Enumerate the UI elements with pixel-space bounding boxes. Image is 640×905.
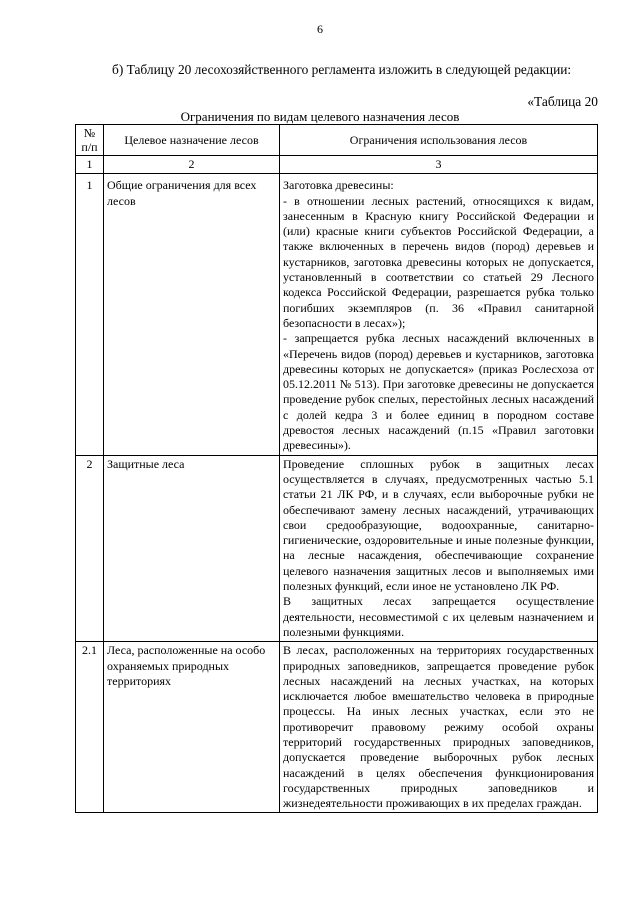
- row-purpose: Защитные леса: [104, 455, 280, 642]
- col-number-3: 3: [280, 156, 598, 174]
- restriction-paragraph: Заготовка древесины:: [283, 178, 394, 193]
- row-restrictions: [280, 174, 598, 455]
- restriction-paragraph: - запрещается рубка лесных насаждений включенных в «Перечень видов (пород) деревьев и кустарников, заготовка древесины которых не допускается» (приказ Рослесхоза от 05.12.2011 № 513). При заготовке древесины не допускается проведение рубок спелых, перестойных лесных насаждений с долей кедра 3 и более единиц в породном составе древостоя лесных насаждений (п.15 «Правил заготовки древесины»).: [283, 331, 594, 453]
- row-number: 2: [76, 455, 104, 642]
- table-caption: Ограничения по видам целевого назначения лесов: [180, 109, 460, 124]
- restrictions-table: [75, 124, 598, 813]
- col-number-2: 2: [104, 156, 280, 174]
- table-label: «Таблица 20: [527, 94, 598, 109]
- row-number: 2.1: [76, 642, 104, 813]
- restriction-paragraph: Проведение сплошных рубок в защитных лесах осуществляется в случаях, предусмотренных частью 5.1 статьи 21 ЛК РФ, и в случаях, если выборочные рубки не обеспечивают замену лесных насаждений, утрачивающих свои средообразующие, водоохранные, санитарно-гигиенические, оздоровительные и иные полезные функции, на лесные насаждения, обеспечивающие сохранение целевого назначения защитных лесов и выполняемых ими полезных функций, если иное не установлено ЛК РФ.: [283, 456, 594, 594]
- table-row: [76, 174, 598, 455]
- row-purpose: Общие ограничения для всех лесов: [104, 174, 280, 455]
- restriction-paragraph: В защитных лесах запрещается осуществление деятельности, несовместимой с их целевым назначением и полезными функциями.: [283, 594, 594, 639]
- column-number-row: [76, 156, 598, 174]
- intro-paragraph: б) Таблицу 20 лесохозяйственного регламента изложить в следующей редакции:: [112, 62, 572, 77]
- header-number: № п/п: [76, 125, 104, 156]
- table-row: [76, 642, 598, 813]
- restriction-paragraph: В лесах, расположенных на территориях государственных природных заповедников, запрещается проведение рубок лесных насаждений на лесных участках, на которых исключается любое вмешательство человека в природные процессы. На иных лесных участках, если это не противоречит правовому режиму особой охраны территорий государственных природных заповедников, допускается проведение выборочных рубок лесных насаждений в целях обеспечения функционирования государственных природных заповедников и жизнедеятельности проживающих в их пределах граждан.: [283, 643, 594, 811]
- row-restrictions: [280, 642, 598, 813]
- restriction-paragraph: - в отношении лесных растений, относящихся к видам, занесенным в Красную книгу Российской Федерации и (или) красные книги субъектов Российской Федерации, а также включенных в перечень видов (пород) деревьев и кустарников, заготовка древесины которых не допускается, установленный в соответствии со статьей 29 Лесного кодекса Российской Федерации, разрешается рубка только погибших экземпляров (п. 36 «Правил санитарной безопасности в лесах»);: [283, 193, 594, 330]
- row-number: 1: [76, 174, 104, 455]
- page-number: 6: [317, 22, 323, 36]
- col-number-1: 1: [76, 156, 104, 174]
- table-row: [76, 455, 598, 642]
- header-purpose: Целевое назначение лесов: [104, 125, 280, 156]
- row-restrictions: [280, 455, 598, 642]
- table-header-row: [76, 125, 598, 156]
- header-restrictions: Ограничения использования лесов: [280, 125, 598, 156]
- row-purpose: Леса, расположенные на особо охраняемых природных территориях: [104, 642, 280, 813]
